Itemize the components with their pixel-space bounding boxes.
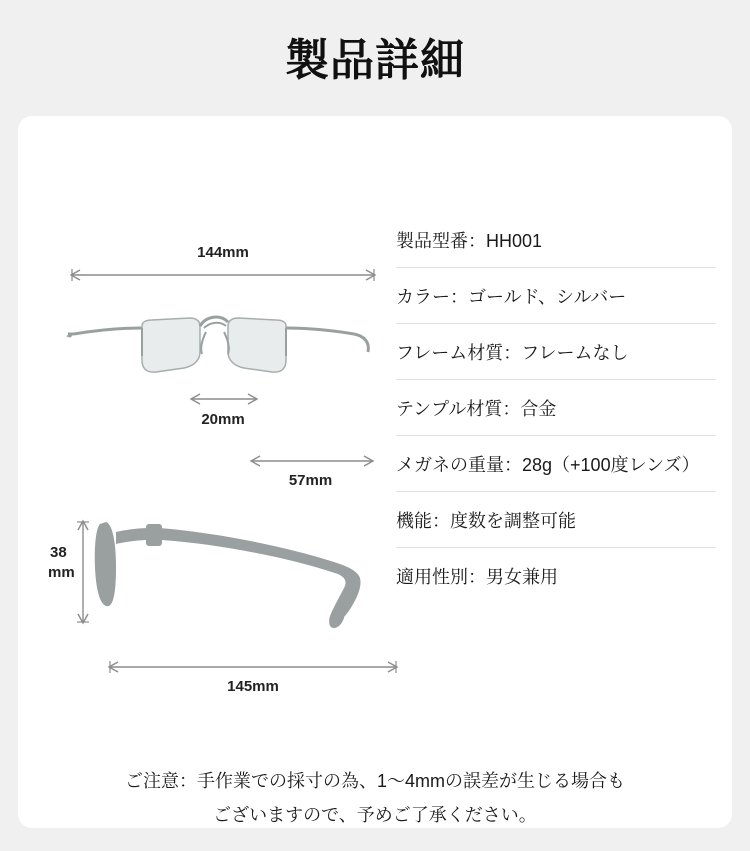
note-line-1: ご注意：手作業での採寸の為、1〜4mmの誤差が生じる場合も xyxy=(124,771,625,791)
temple-length-arrow xyxy=(106,660,400,674)
temple-length-label: 145mm xyxy=(227,678,279,695)
lens-height-value-label: 38 xyxy=(50,544,67,561)
note-text xyxy=(58,764,692,832)
lens-width-label: 57mm xyxy=(288,472,333,489)
glasses-front-view xyxy=(38,176,398,416)
lens-height-arrow xyxy=(76,518,90,626)
total-width-label: 144mm xyxy=(197,244,249,261)
spec-row-color xyxy=(396,268,716,324)
spec-text: テンプル材質：合金 xyxy=(396,398,557,419)
bridge-width-arrow xyxy=(188,392,260,406)
spec-text: 適用性別：男女兼用 xyxy=(396,566,558,587)
total-width-arrow xyxy=(68,268,378,282)
lens-width-arrow xyxy=(248,454,376,468)
spec-row-weight xyxy=(396,436,716,492)
diagram-column xyxy=(38,176,398,776)
detail-card xyxy=(18,116,732,828)
note-line-2: ございますので、予めご了承ください。 xyxy=(213,805,537,825)
spec-text: フレーム材質：フレームなし xyxy=(396,342,629,363)
spec-row-gender xyxy=(396,548,716,603)
bridge-width-label: 20mm xyxy=(201,411,245,428)
glasses-side-view xyxy=(38,506,398,666)
spec-text: 製品型番：HH001 xyxy=(396,230,543,251)
spec-text: メガネの重量：28g（+100度レンズ） xyxy=(396,454,700,475)
page-title: 製品詳細 xyxy=(285,36,465,85)
spec-row-temple-material xyxy=(396,380,716,436)
spec-text: 機能：度数を調整可能 xyxy=(396,510,576,531)
lens-height-unit-label: mm xyxy=(48,564,75,581)
spec-text: カラー：ゴールド、シルバー xyxy=(396,286,627,307)
spec-row-model-number xyxy=(396,212,716,268)
spec-list xyxy=(396,212,716,603)
spec-row-function xyxy=(396,492,716,548)
spec-row-frame-material xyxy=(396,324,716,380)
